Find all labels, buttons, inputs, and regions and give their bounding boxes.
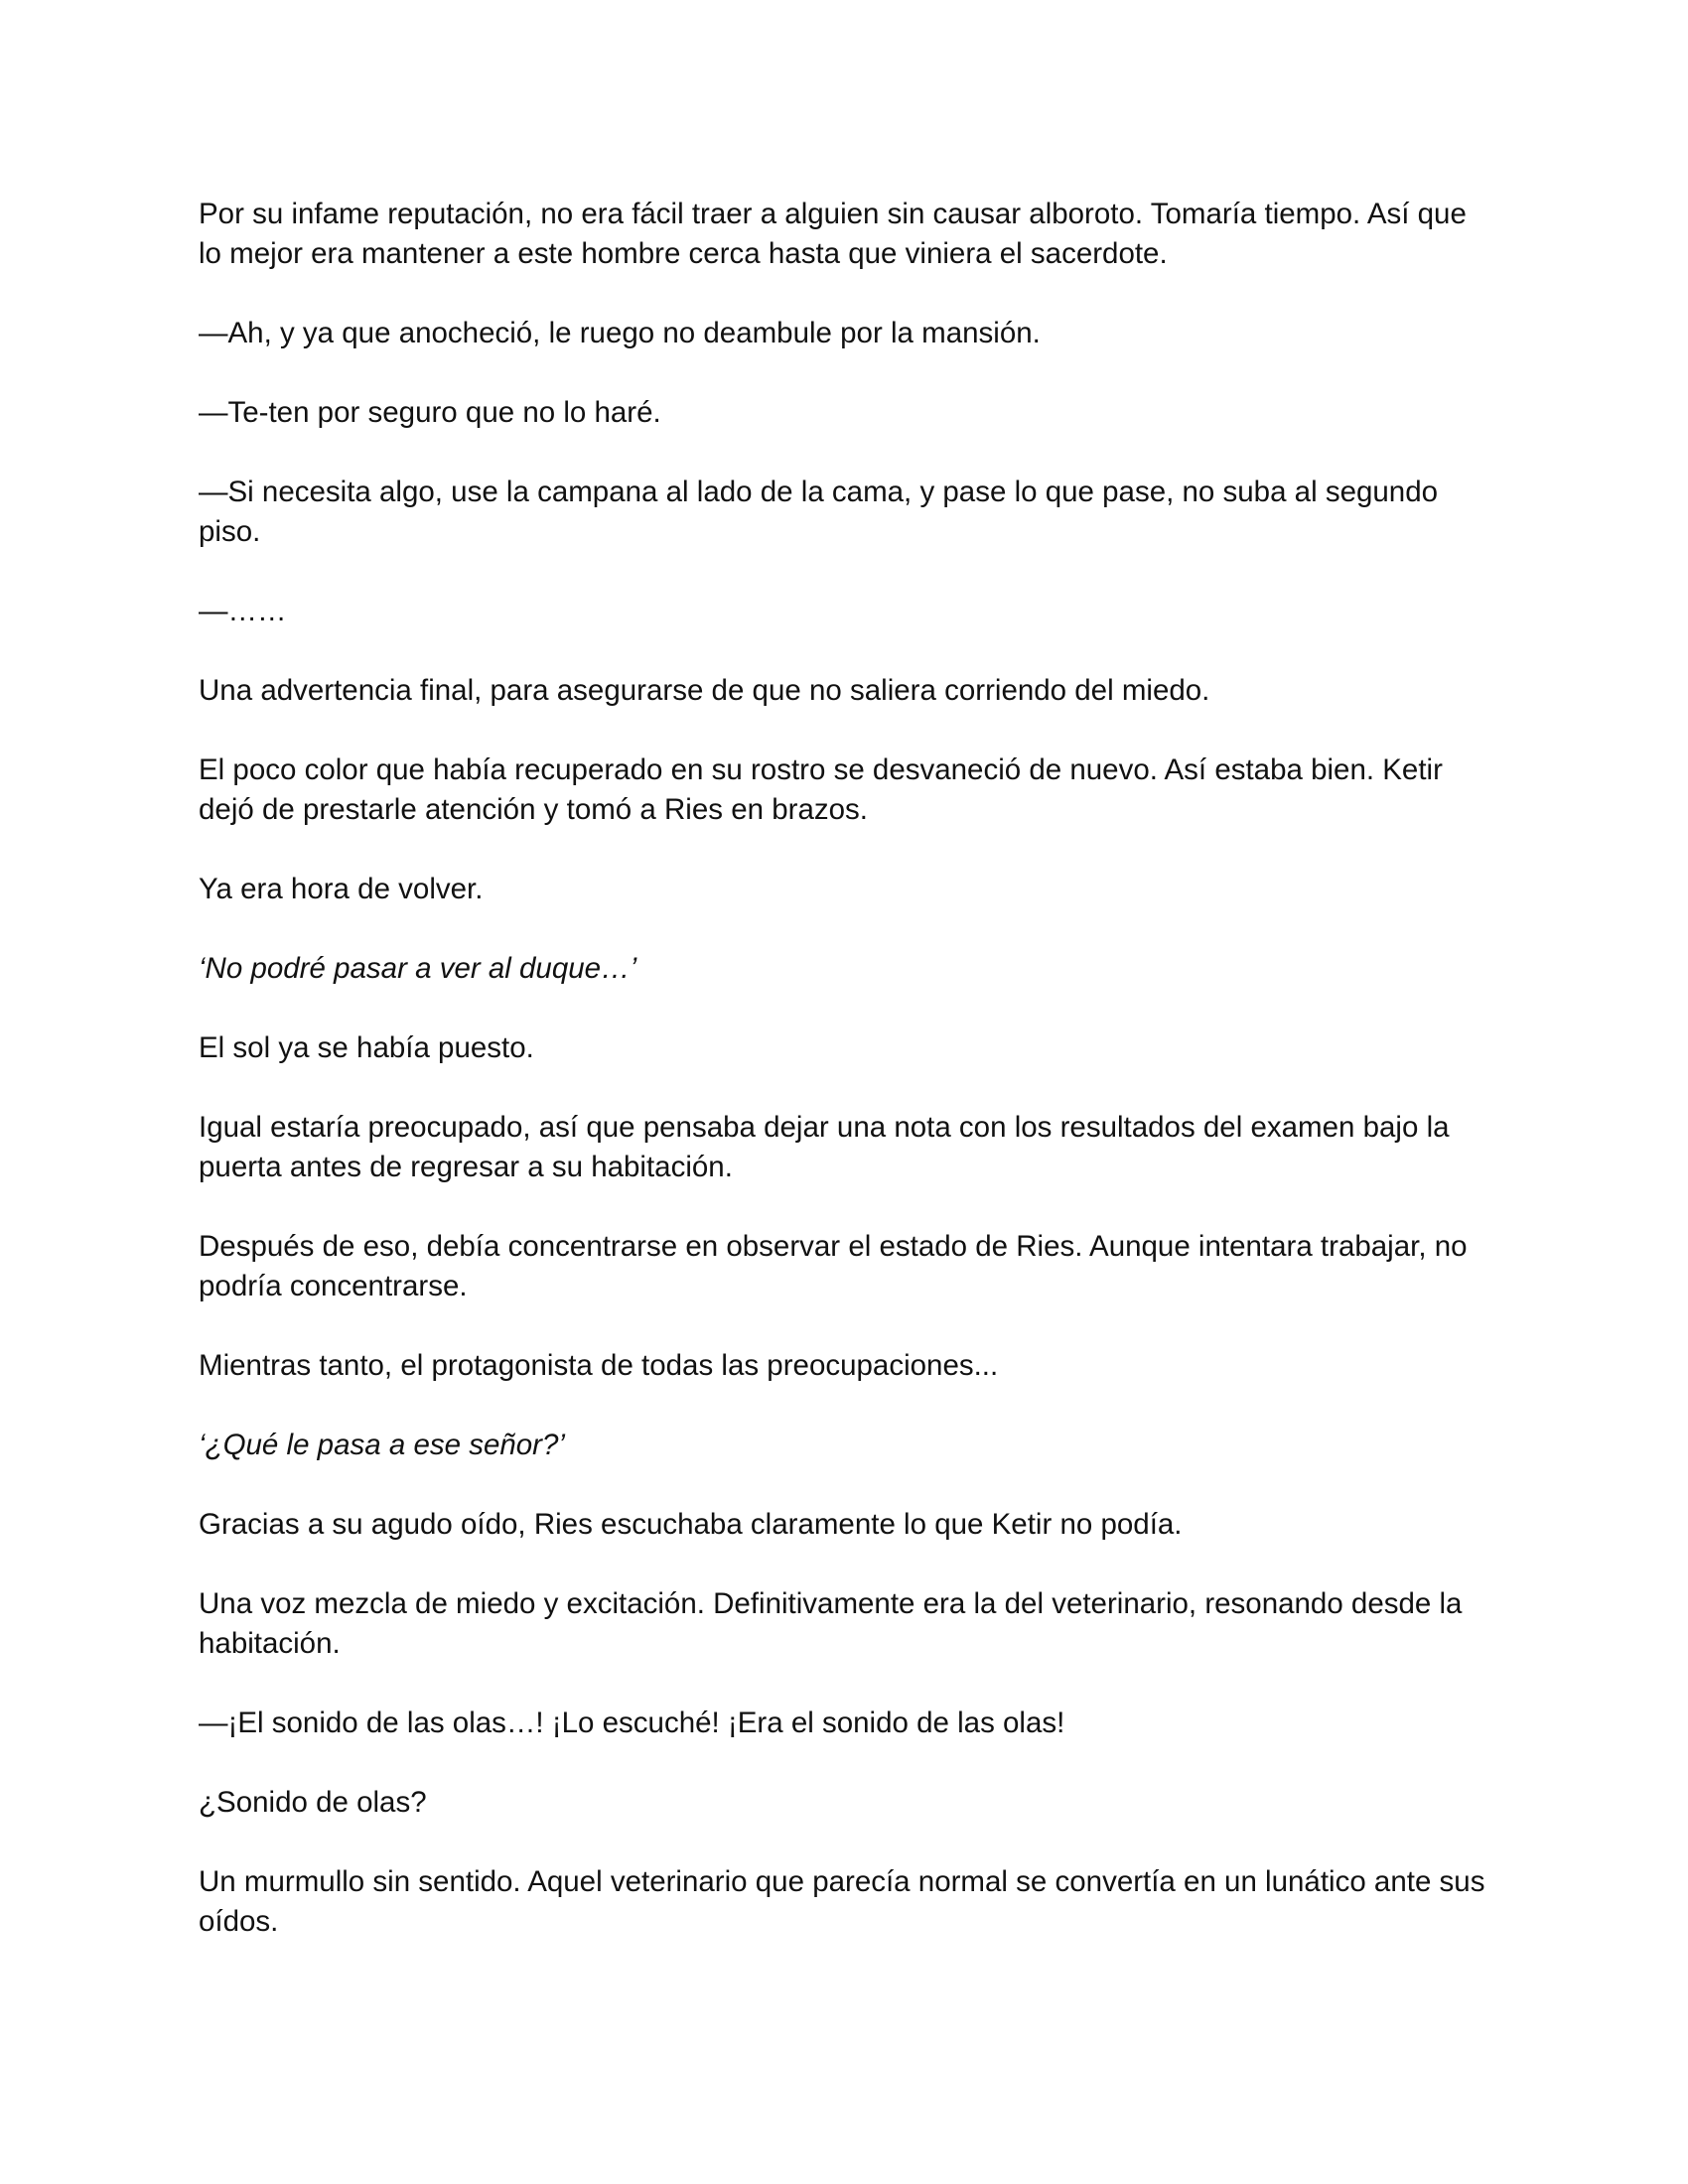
document-body — [199, 195, 1489, 1981]
paragraph: El sol ya se había puesto. — [199, 1031, 534, 1064]
dialogue-line: —Ah, y ya que anocheció, le ruego no deambule por la mansión. — [199, 317, 1041, 349]
dialogue-line: —Si necesita algo, use la campana al lado de la cama, y pase lo que pase, no suba al segundo piso. — [199, 476, 1439, 548]
paragraph: El poco color que había recuperado en su rostro se desvaneció de nuevo. Así estaba bien. Ketir dejó de prestarle atención y tomó a Ries en brazos. — [199, 753, 1443, 826]
paragraph: Después de eso, debía concentrarse en observar el estado de Ries. Aunque intentara trabajar, no podría concentrarse. — [199, 1230, 1468, 1302]
paragraph: Por su infame reputación, no era fácil traer a alguien sin causar alboroto. Tomaría tiempo. Así que lo mejor era mantener a este hombre cerca hasta que viniera el sacerdote. — [199, 198, 1467, 270]
paragraph: Una advertencia final, para asegurarse de que no saliera corriendo del miedo. — [199, 674, 1210, 707]
paragraph: Gracias a su agudo oído, Ries escuchaba claramente lo que Ketir no podía. — [199, 1508, 1183, 1541]
paragraph: ¿Sonido de olas? — [199, 1786, 427, 1819]
dialogue-line: —Te-ten por seguro que no lo haré. — [199, 396, 661, 429]
inner-thought: ‘No podré pasar a ver al duque…’ — [199, 952, 637, 985]
paragraph: Un murmullo sin sentido. Aquel veterinario que parecía normal se convertía en un lunático ante sus oídos. — [199, 1865, 1485, 1938]
paragraph: Una voz mezcla de miedo y excitación. Definitivamente era la del veterinario, resonando desde la habitación. — [199, 1587, 1463, 1660]
inner-thought: ‘¿Qué le pasa a ese señor?’ — [199, 1429, 565, 1461]
paragraph: Ya era hora de volver. — [199, 873, 484, 905]
dialogue-line: —…… — [199, 595, 287, 627]
dialogue-line: —¡El sonido de las olas…! ¡Lo escuché! ¡Era el sonido de las olas! — [199, 1706, 1065, 1739]
paragraph: Mientras tanto, el protagonista de todas las preocupaciones... — [199, 1349, 999, 1382]
paragraph: Igual estaría preocupado, así que pensaba dejar una nota con los resultados del examen bajo la puerta antes de regresar a su habitación. — [199, 1111, 1450, 1183]
